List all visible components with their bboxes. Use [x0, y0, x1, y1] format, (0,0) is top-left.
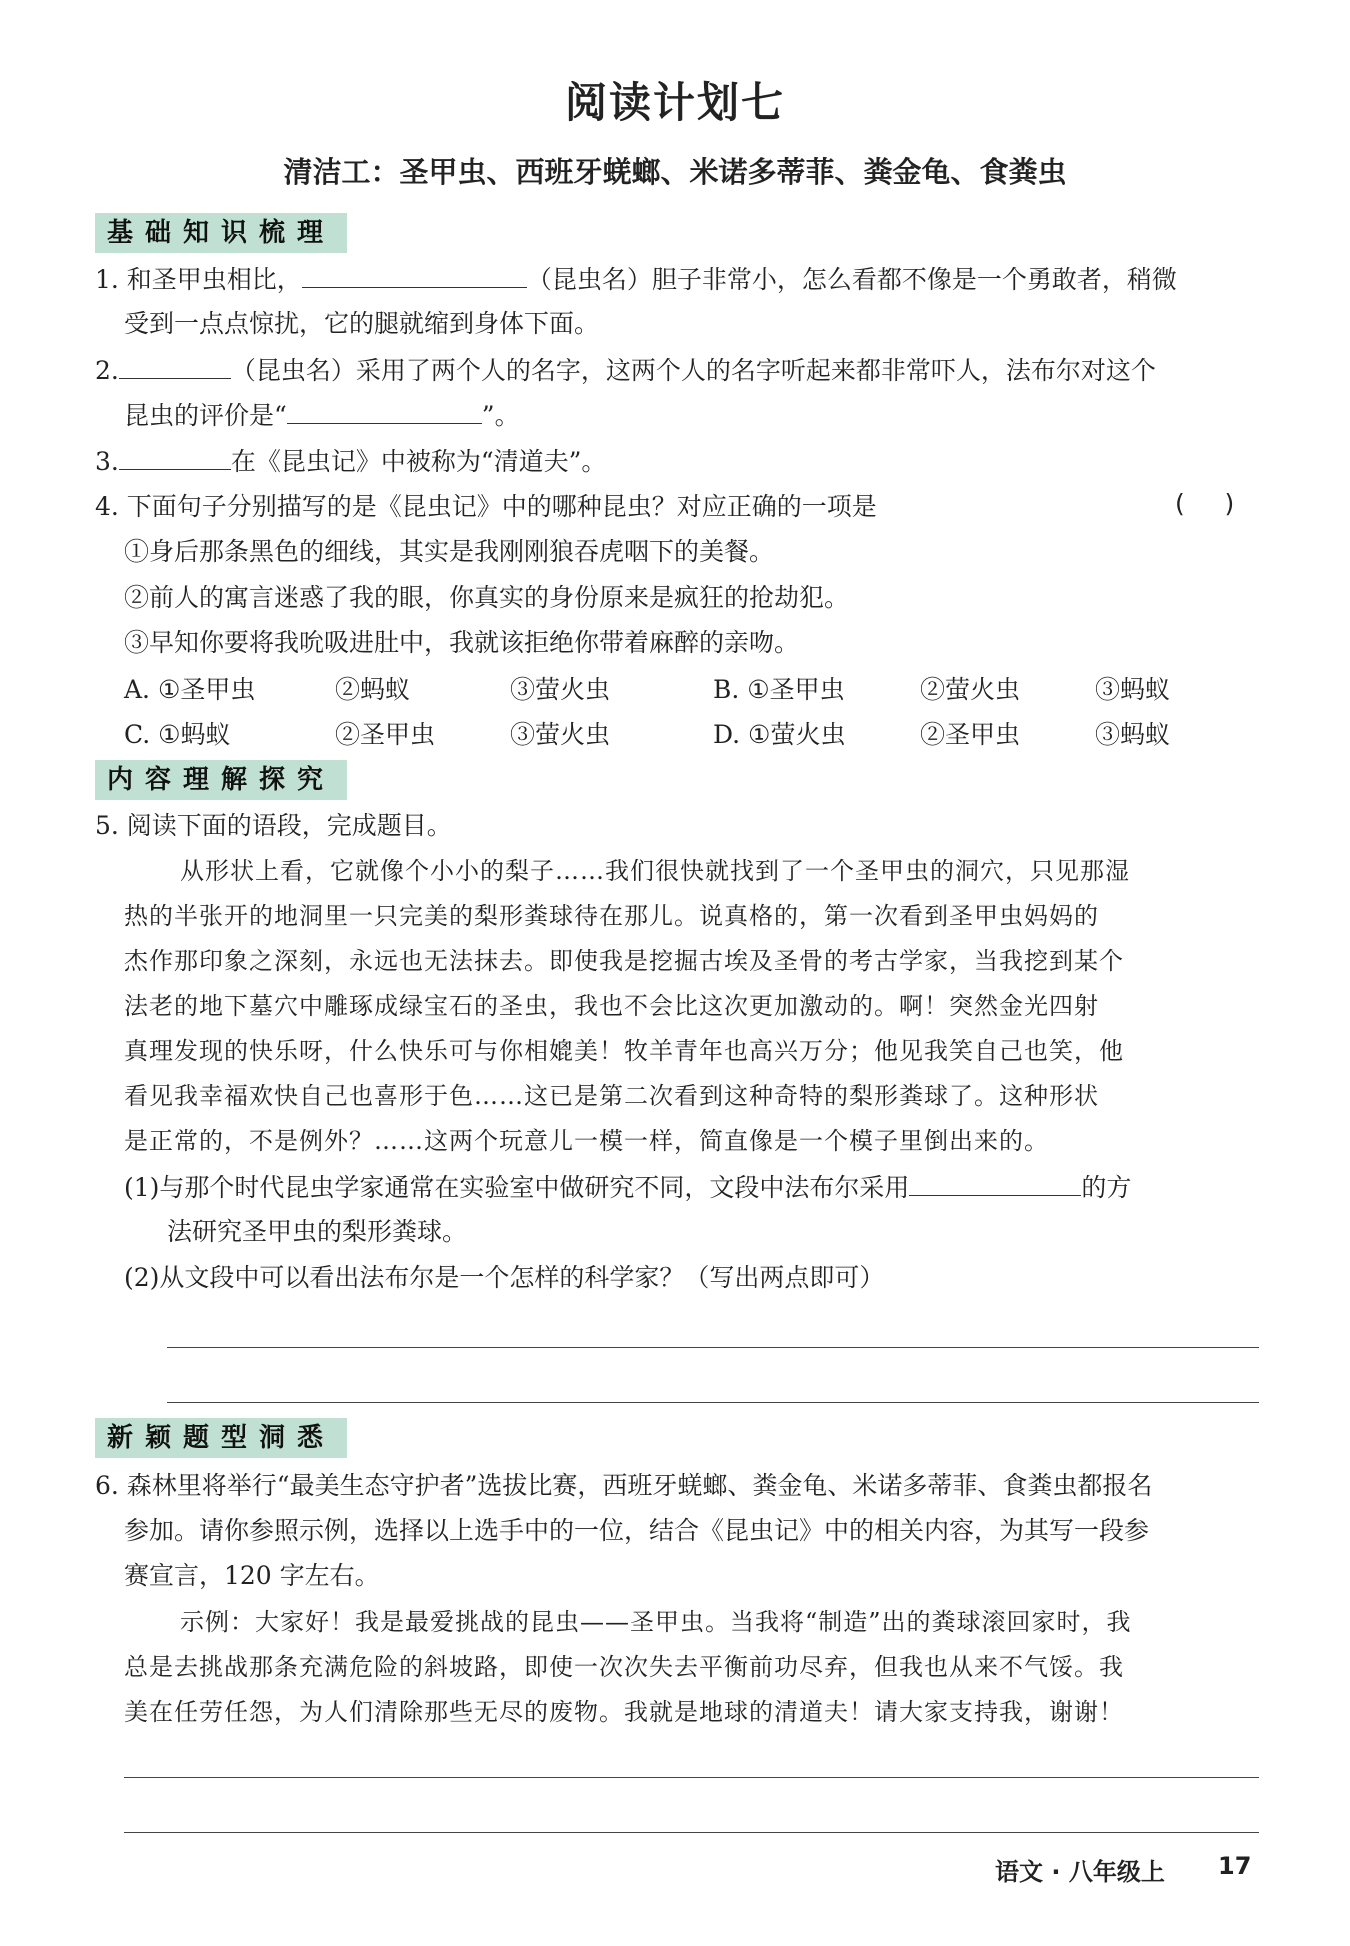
q4-option-b-1[interactable]: B. ①圣甲虫	[713, 675, 845, 704]
question-1-line-1	[95, 261, 1177, 298]
q4-option-c-2: ②圣甲虫	[335, 720, 436, 749]
q4-option-d-1[interactable]: D. ①萤火虫	[713, 720, 846, 749]
q5-sub1-text-a: (1)与那个时代昆虫学家通常在实验室中做研究不同，文段中法布尔采用	[124, 1173, 910, 1202]
q4-option-a-1[interactable]: A. ①圣甲虫	[124, 675, 256, 704]
question-6-line-1: 6. 森林里将举行“最美生态守护者”选拔比赛，西班牙蜣螂、粪金龟、米诺多蒂菲、食粪虫都报名	[95, 1471, 1153, 1500]
q4-option-a-2: ②蚂蚁	[335, 675, 411, 704]
q4-sentence-2: ②前人的寓言迷惑了我的眼，你真实的身份原来是疯狂的抢劫犯。	[124, 583, 850, 612]
q4-option-c-3: ③萤火虫	[510, 720, 611, 749]
q5-sub1-answer-blank[interactable]	[909, 1169, 1081, 1196]
question-3	[95, 443, 606, 480]
q5-passage-line-6: 看见我幸福欢快自己也喜形于色……这已是第二次看到这种奇特的梨形粪球了。这种形状	[124, 1082, 1099, 1110]
q2-answer-blank-1[interactable]	[119, 352, 231, 379]
question-6-line-3: 赛宣言，120 字左右。	[124, 1561, 380, 1590]
q1-text-a: 1. 和圣甲虫相比，	[95, 265, 302, 294]
q5-answer-line-1[interactable]	[167, 1347, 1259, 1348]
q5-subquestion-1-line-2: 法研究圣甲虫的梨形粪球。	[167, 1217, 468, 1246]
page-number: 17	[1218, 1852, 1252, 1880]
q6-example-line-1: 示例：大家好！我是最爱挑战的昆虫——圣甲虫。当我将“制造”出的粪球滚回家时，我	[180, 1608, 1132, 1636]
q5-subquestion-2: (2)从文段中可以看出法布尔是一个怎样的科学家？（写出两点即可）	[124, 1263, 885, 1292]
q4-option-d-3: ③蚂蚁	[1095, 720, 1171, 749]
q5-sub1-text-b: 的方	[1081, 1173, 1132, 1202]
q5-answer-line-2[interactable]	[167, 1402, 1259, 1403]
q2-text-c: 昆虫的评价是“	[124, 401, 287, 430]
section-content-understanding: 内容理解探究	[95, 760, 347, 800]
q4-answer-paren[interactable]: ( )	[1175, 489, 1235, 518]
q4-option-d-2: ②圣甲虫	[920, 720, 1021, 749]
q4-option-c-1[interactable]: C. ①蚂蚁	[124, 720, 231, 749]
section-new-question-types: 新颖题型洞悉	[95, 1418, 347, 1458]
q3-number: 3.	[95, 447, 119, 476]
q5-passage-line-4: 法老的地下墓穴中雕琢成绿宝石的圣虫，我也不会比这次更加激动的。啊！突然金光四射	[124, 992, 1099, 1020]
q1-text-b: （昆虫名）胆子非常小，怎么看都不像是一个勇敢者，稍微	[526, 265, 1177, 294]
q6-answer-line-1[interactable]	[124, 1777, 1259, 1778]
q2-number: 2.	[95, 356, 119, 385]
question-6-line-2: 参加。请你参照示例，选择以上选手中的一位，结合《昆虫记》中的相关内容，为其写一段参	[124, 1516, 1150, 1545]
q2-answer-blank-2[interactable]	[287, 397, 482, 424]
page-title: 阅读计划七	[564, 78, 785, 127]
q5-passage-line-3: 杰作那印象之深刻，永远也无法抹去。即使我是挖掘古埃及圣骨的考古学家，当我挖到某个	[124, 947, 1124, 975]
question-2-line-2	[124, 397, 520, 434]
q5-subquestion-1-line-1	[124, 1169, 1131, 1206]
q3-text-b: 在《昆虫记》中被称为“清道夫”。	[230, 447, 607, 476]
q4-option-b-3: ③蚂蚁	[1095, 675, 1171, 704]
q5-passage-line-5: 真理发现的快乐呀，什么快乐可与你相媲美！牧羊青年也高兴万分；他见我笑自己也笑，他	[124, 1037, 1124, 1065]
q2-text-d: ”。	[481, 401, 520, 430]
q5-passage-line-1: 从形状上看，它就像个小小的梨子……我们很快就找到了一个圣甲虫的洞穴，只见那湿	[180, 857, 1130, 885]
section-basic-knowledge: 基础知识梳理	[95, 213, 347, 253]
footer-subject-grade: 语文 · 八年级上	[995, 1858, 1165, 1886]
question-5-stem: 5. 阅读下面的语段，完成题目。	[95, 811, 452, 840]
q5-passage-line-7: 是正常的，不是例外？……这两个玩意儿一模一样，简直像是一个模子里倒出来的。	[124, 1127, 1049, 1155]
q4-sentence-1: ①身后那条黑色的细线，其实是我刚刚狼吞虎咽下的美餐。	[124, 537, 775, 566]
q4-option-b-2: ②萤火虫	[920, 675, 1021, 704]
question-1-line-2: 受到一点点惊扰，它的腿就缩到身体下面。	[124, 309, 600, 338]
q5-passage-line-2: 热的半张开的地洞里一只完美的梨形粪球待在那儿。说真格的，第一次看到圣甲虫妈妈的	[124, 902, 1099, 930]
question-4-stem: 4. 下面句子分别描写的是《昆虫记》中的哪种昆虫？对应正确的一项是	[95, 492, 877, 521]
q6-example-line-2: 总是去挑战那条充满危险的斜坡路，即使一次次失去平衡前功尽弃，但我也从来不气馁。我	[124, 1653, 1124, 1681]
q3-answer-blank[interactable]	[119, 443, 231, 470]
q4-option-a-3: ③萤火虫	[510, 675, 611, 704]
question-2-line-1	[95, 352, 1156, 389]
page-subtitle: 清洁工：圣甲虫、西班牙蜣螂、米诺多蒂菲、粪金龟、食粪虫	[283, 155, 1067, 189]
q1-answer-blank[interactable]	[302, 261, 527, 288]
q2-text-b: （昆虫名）采用了两个人的名字，这两个人的名字听起来都非常吓人，法布尔对这个	[230, 356, 1156, 385]
q6-answer-line-2[interactable]	[124, 1832, 1259, 1833]
q4-sentence-3: ③早知你要将我吮吸进肚中，我就该拒绝你带着麻醉的亲吻。	[124, 628, 800, 657]
q6-example-line-3: 美在任劳任怨，为人们清除那些无尽的废物。我就是地球的清道夫！请大家支持我，谢谢！	[124, 1698, 1124, 1726]
